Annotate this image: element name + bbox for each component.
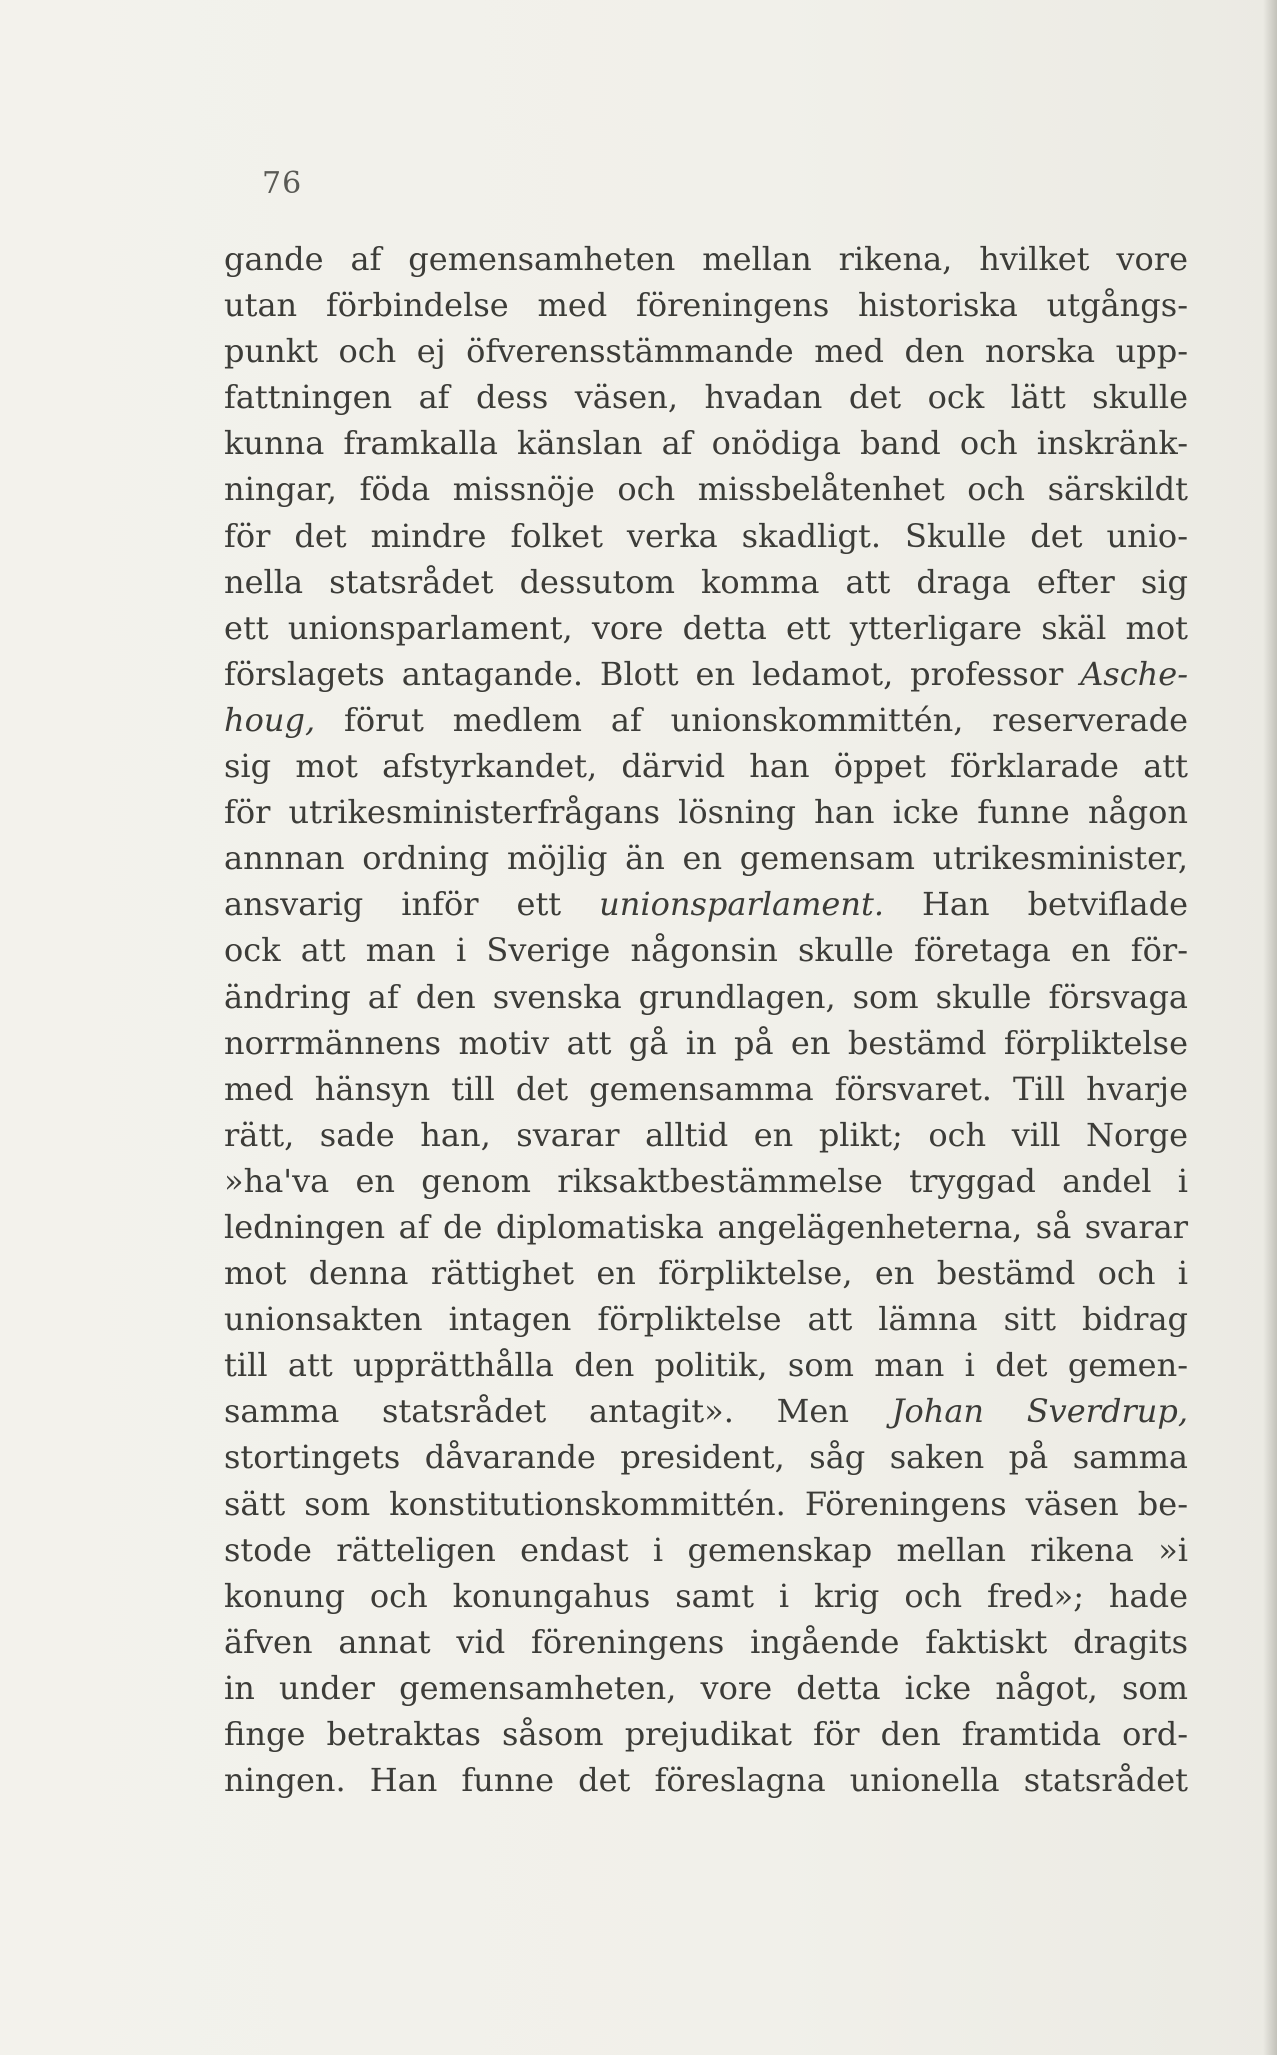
text-line <box>224 789 1188 835</box>
text-segment: till att upprätthålla den politik, som man i det gemen- <box>224 1346 1188 1385</box>
text-line <box>224 1388 1188 1434</box>
text-line <box>224 1066 1188 1112</box>
text-line <box>224 881 1188 927</box>
text-segment: för det mindre folket verka skadligt. Skulle det unio- <box>224 516 1188 555</box>
text-line <box>224 1573 1188 1619</box>
text-segment: unionsakten intagen förpliktelse att lämna sitt bidrag <box>224 1300 1188 1339</box>
text-segment: ansvarig inför ett <box>224 885 600 924</box>
text-segment: stortingets dåvarande president, såg saken på samma <box>224 1438 1188 1477</box>
text-segment: äfven annat vid föreningens ingående faktiskt dragits <box>224 1622 1188 1661</box>
text-segment: annnan ordning möjlig än en gemensam utrikesminister, <box>224 839 1188 878</box>
text-segment: Han betviflade <box>884 885 1189 924</box>
page-edge-shadow <box>1263 0 1277 2055</box>
text-line <box>224 1158 1188 1204</box>
italic-name: Johan Sverdrup, <box>891 1392 1189 1431</box>
page-number: 76 <box>262 166 303 201</box>
text-segment: för utrikesministerfrågans lösning han icke funne någon <box>224 793 1188 832</box>
text-line <box>224 1711 1188 1757</box>
text-line <box>224 605 1188 651</box>
italic-name: houg, <box>224 700 316 739</box>
text-line <box>224 1665 1188 1711</box>
text-segment: förslagets antagande. Blott en ledamot, professor <box>224 654 1081 693</box>
text-segment: finge betraktas såsom prejudikat för den framtida ord- <box>224 1715 1188 1753</box>
text-line <box>224 559 1188 605</box>
text-line <box>224 1481 1188 1527</box>
text-line <box>224 236 1188 282</box>
text-segment: ändring af den svenska grundlagen, som skulle försvaga <box>224 977 1188 1016</box>
text-segment: sätt som konstitutionskommittén. Föreningens väsen be- <box>224 1484 1188 1523</box>
text-line <box>224 466 1188 512</box>
text-line <box>224 651 1188 697</box>
text-line <box>224 1757 1188 1803</box>
text-line <box>224 1619 1188 1665</box>
text-line <box>224 1342 1188 1388</box>
text-line <box>224 1250 1188 1296</box>
text-line <box>224 1204 1188 1250</box>
text-line <box>224 328 1188 374</box>
text-segment: nella statsrådet dessutom komma att draga efter sig <box>224 562 1188 601</box>
text-segment: gande af gemensamheten mellan rikena, hvilket vore <box>224 240 1188 278</box>
text-segment: ett unionsparlament, vore detta ett ytterligare skäl mot <box>224 608 1188 647</box>
text-segment: förut medlem af unionskommittén, reserverade <box>315 700 1188 739</box>
italic-name: Asche- <box>1080 654 1188 693</box>
text-segment: ningen. Han funne det föreslagna unionella statsrådet <box>224 1761 1188 1800</box>
text-segment: stode rätteligen endast i gemenskap mellan rikena »i <box>224 1530 1188 1569</box>
text-line <box>224 420 1188 466</box>
text-line <box>224 697 1188 743</box>
text-segment: norrmännens motiv att gå in på en bestämd förpliktelse <box>224 1023 1188 1062</box>
text-line <box>224 974 1188 1020</box>
text-line <box>224 513 1188 559</box>
text-line <box>224 1296 1188 1342</box>
text-segment: rätt, sade han, svarar alltid en plikt; och vill Norge <box>224 1115 1188 1154</box>
text-line <box>224 927 1188 973</box>
body-text <box>224 236 1188 1803</box>
italic-name: unionsparlament. <box>599 885 884 924</box>
text-line <box>224 282 1188 328</box>
text-segment: in under gemensamheten, vore detta icke något, som <box>224 1668 1188 1707</box>
text-segment: ledningen af de diplomatiska angelägenheterna, så svarar <box>224 1207 1188 1246</box>
text-segment: samma statsrådet antagit». Men <box>224 1392 892 1431</box>
text-segment: fattningen af dess väsen, hvadan det ock lätt skulle <box>224 378 1188 417</box>
text-line <box>224 1020 1188 1066</box>
text-segment: kunna framkalla känslan af onödiga band och inskränk- <box>224 424 1188 463</box>
text-segment: mot denna rättighet en förpliktelse, en bestämd och i <box>224 1254 1188 1293</box>
text-line <box>224 1112 1188 1158</box>
text-line <box>224 835 1188 881</box>
text-line <box>224 1434 1188 1480</box>
text-segment: ock att man i Sverige någonsin skulle företaga en för- <box>224 931 1188 970</box>
text-segment: med hänsyn till det gemensamma försvaret. Till hvarje <box>224 1069 1188 1108</box>
text-line <box>224 743 1188 789</box>
text-segment: ningar, föda missnöje och missbelåtenhet och särskildt <box>224 470 1188 509</box>
text-line <box>224 374 1188 420</box>
text-segment: »ha'va en genom riksaktbestämmelse tryggad andel i <box>224 1161 1188 1200</box>
text-segment: sig mot afstyrkandet, därvid han öppet förklarade att <box>224 747 1188 786</box>
text-segment: utan förbindelse med föreningens historiska utgångs- <box>224 286 1188 325</box>
text-segment: punkt och ej öfverensstämmande med den norska upp- <box>224 332 1188 371</box>
text-line <box>224 1527 1188 1573</box>
text-segment: konung och konungahus samt i krig och fred»; hade <box>224 1576 1188 1615</box>
